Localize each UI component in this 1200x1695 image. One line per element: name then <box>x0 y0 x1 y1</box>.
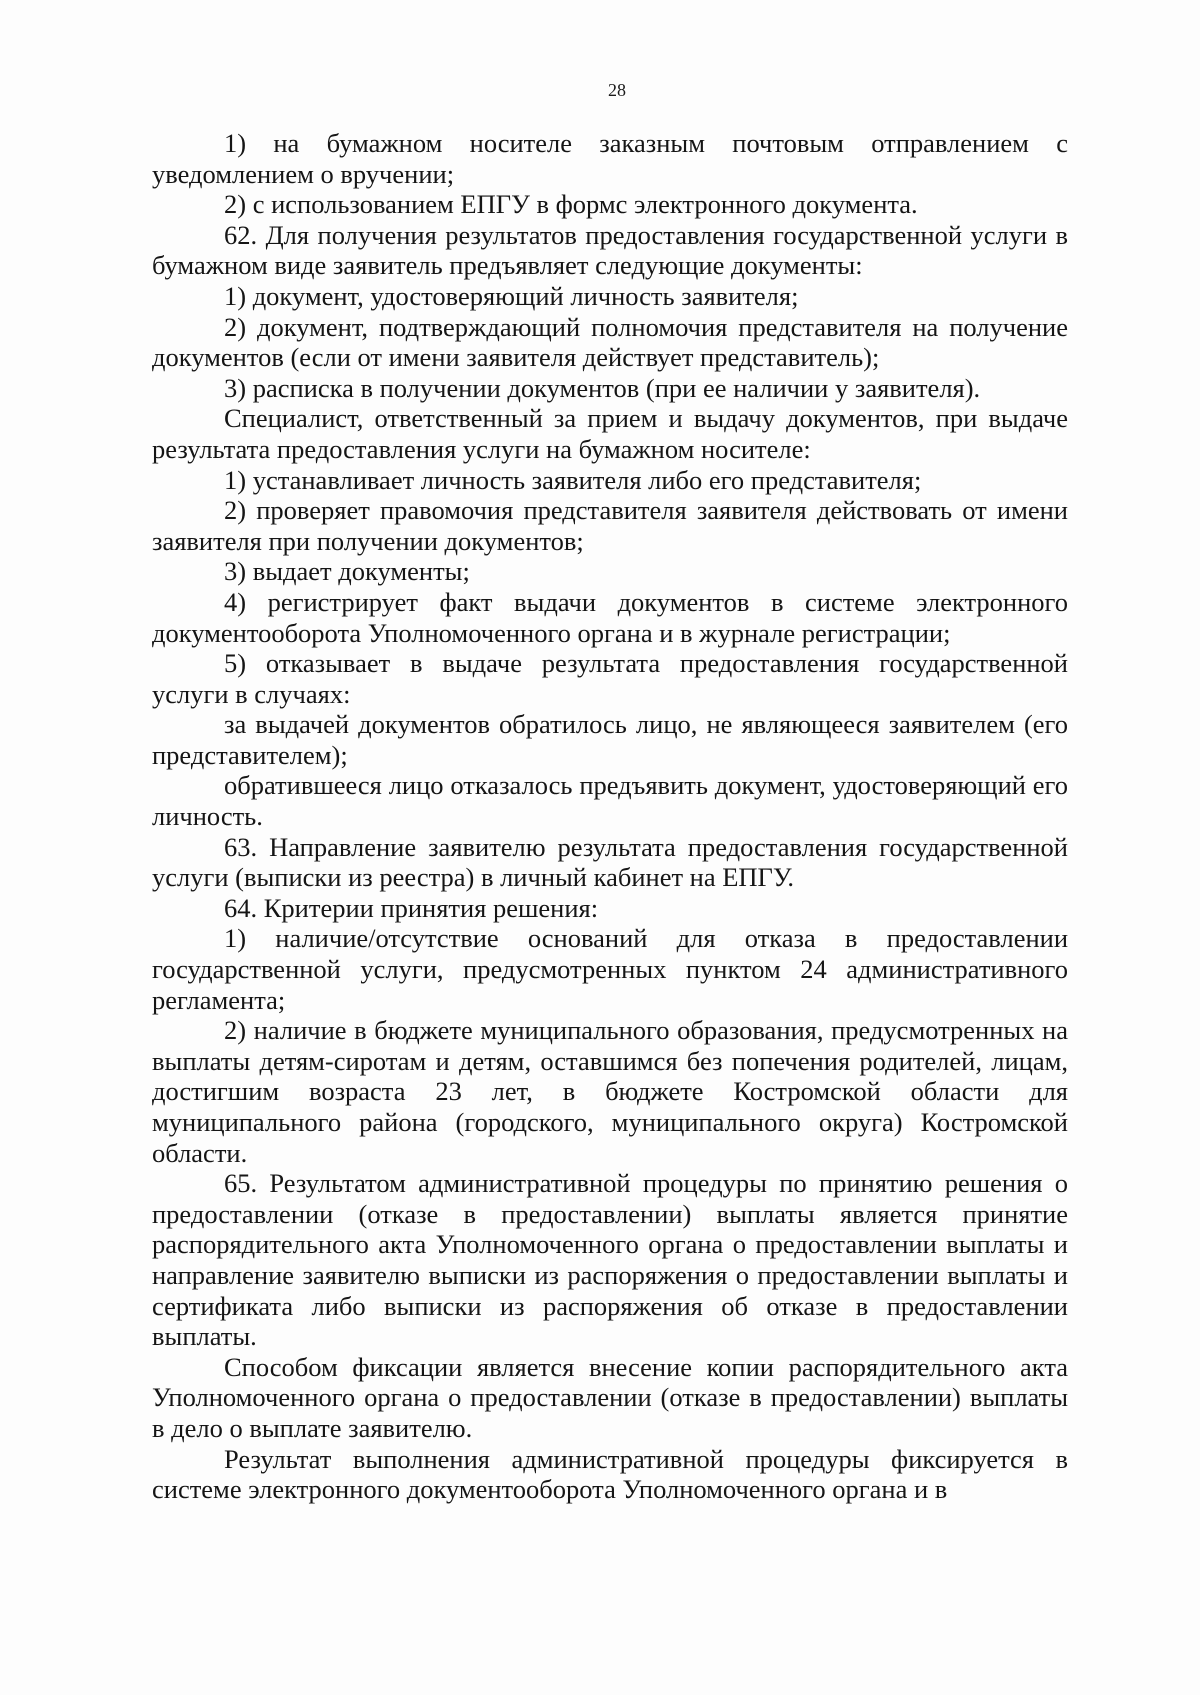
paragraph: 1) наличие/отсутствие оснований для отказа в предоставлении государственной услуги, предусмотренных пунктом 24 административного регламента; <box>152 923 1068 1015</box>
paragraph: 62. Для получения результатов предоставления государственной услуги в бумажном виде заявитель предъявляет следующие документы: <box>152 219 1068 281</box>
paragraph: 1) документ, удостоверяющий личность заявителя; <box>224 280 799 311</box>
paragraph: 3) расписка в получении документов (при ее наличии у заявителя). <box>224 372 981 403</box>
paragraph: Результат выполнения административной процедуры фиксируется в системе электронного документооборота Уполномоченного органа и в <box>152 1443 1068 1505</box>
paragraph: 2) с использованием ЕПГУ в формс электронного документа. <box>224 189 918 220</box>
paragraph: обратившееся лицо отказалось предъявить документ, удостоверяющий его личность. <box>152 770 1068 832</box>
paragraph: 65. Результатом административной процедуры по принятию решения о предоставлении (отказе в предоставлении) выплаты является принятие распорядительного акта Уполномоченного органа о предоставлении выплаты и направление заявителю выписки из распоряжения о предоставлении выплаты и сертификата либо выписки из распоряжения об отказе в предоставлении выплаты. <box>152 1168 1068 1352</box>
page-number: 28 <box>608 80 626 100</box>
paragraph: 4) регистрирует факт выдачи документов в системе электронного документооборота Уполномоченного органа и в журнале регистрации; <box>152 586 1068 648</box>
document-body <box>152 128 1068 1505</box>
paragraph: 5) отказывает в выдаче результата предоставления государственной услуги в случаях: <box>152 648 1068 709</box>
paragraph: 2) документ, подтверждающий полномочия представителя на получение документов (если от имени заявителя действует представитель); <box>152 311 1068 373</box>
paragraph: 64. Критерии принятия решения: <box>224 892 599 923</box>
paragraph: Специалист, ответственный за прием и выдачу документов, при выдаче результата предоставления услуги на бумажном носителе: <box>152 403 1068 464</box>
paragraph: 1) на бумажном носителе заказным почтовым отправлением с уведомлением о вручении; <box>152 128 1068 189</box>
paragraph: 1) устанавливает личность заявителя либо его представителя; <box>224 464 922 495</box>
paragraph: 2) проверяет правомочия представителя заявителя действовать от имени заявителя при получении документов; <box>152 495 1068 556</box>
paragraph: Способом фиксации является внесение копии распорядительного акта Уполномоченного органа о предоставлении (отказе в предоставлении) выплаты в дело о выплате заявителю. <box>152 1351 1068 1443</box>
paragraph: 3) выдает документы; <box>224 556 470 587</box>
paragraph: 2) наличие в бюджете муниципального образования, предусмотренных на выплаты детям-сиротам и детям, оставшимся без попечения родителей, лицам, достигшим возраста 23 лет, в бюджете Костромской области для муниципального района (городского, муниципального округа) Костромской области. <box>152 1015 1068 1168</box>
paragraph: 63. Направление заявителю результата предоставления государственной услуги (выписки из реестра) в личный кабинет на ЕПГУ. <box>152 831 1068 893</box>
paragraph: за выдачей документов обратилось лицо, не являющееся заявителем (его представителем); <box>152 709 1068 770</box>
